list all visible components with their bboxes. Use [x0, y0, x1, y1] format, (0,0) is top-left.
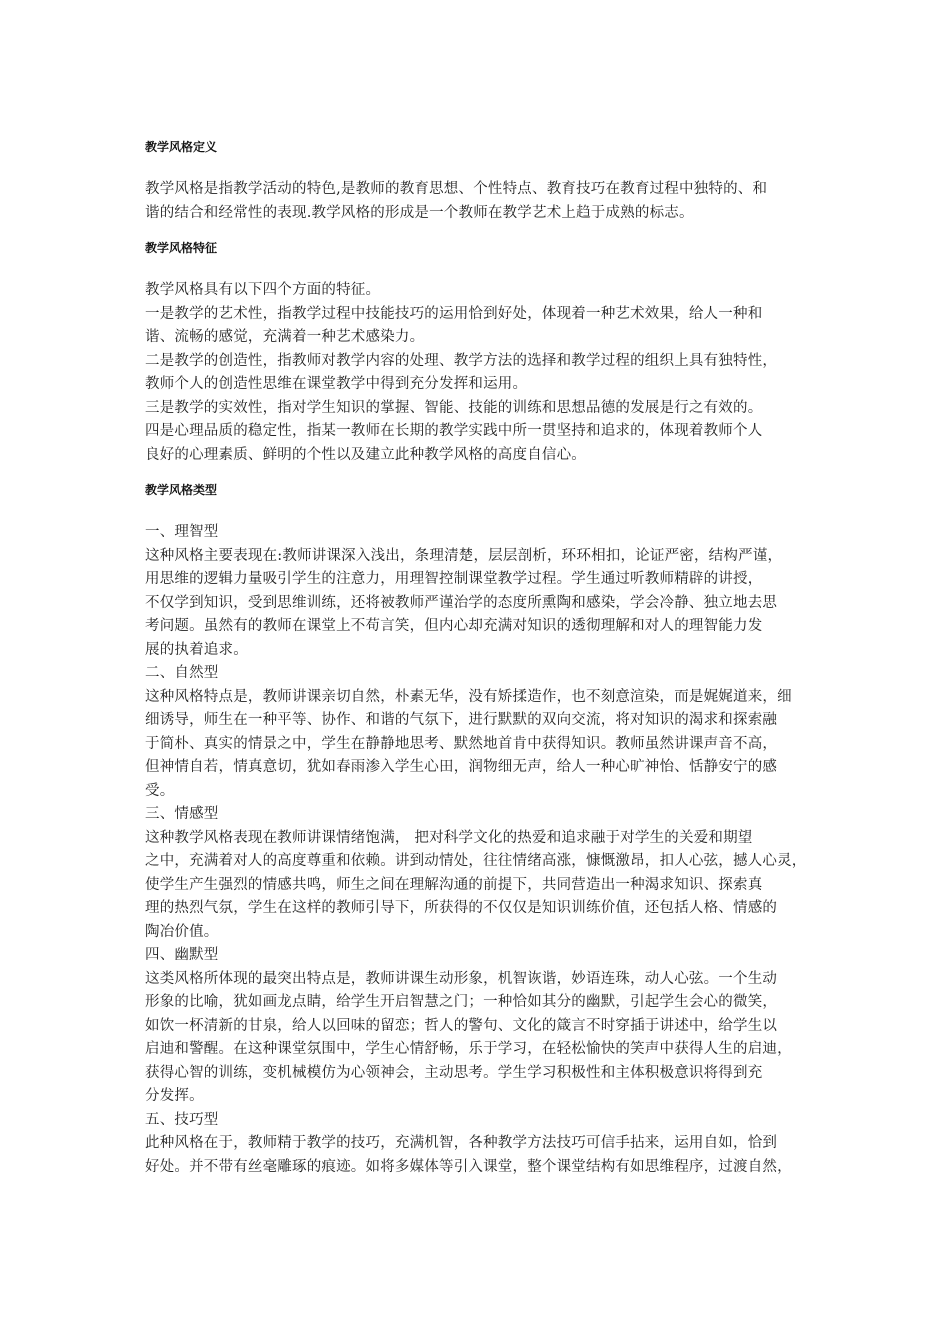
text-line: 谐、流畅的感觉，充满着一种艺术感染力。 — [145, 329, 425, 345]
text-line: 受。 — [145, 782, 175, 799]
section-heading-definition: 教学风格定义 — [145, 140, 218, 154]
text-line: 于简朴、真实的情景之中，学生在静静地思考、默然地首肯中获得知识。教师虽然讲课声音不高， — [145, 735, 778, 752]
text-line: 陶冶价值。 — [145, 923, 219, 940]
definition-paragraph — [145, 178, 825, 225]
text-line: 细诱导，师生在一种平等、协作、和谐的气氛下，进行默默的双向交流，将对知识的渴求和探索融 — [145, 712, 778, 728]
text-line: 获得心智的训练，变机械模仿为心领神会，主动思考。学生学习积极性和主体积极意识将得到充 — [145, 1064, 763, 1081]
text-line: 这类风格所体现的最突出特点是，教师讲课生动形象，机智诙谐，妙语连珠，动人心弦。一个生动 — [145, 970, 778, 987]
text-line: 之中，充满着对人的高度尊重和依赖。讲到动情处，往往情绪高涨，慷慨激昂，扣人心弦，撼人心灵， — [145, 853, 807, 869]
subheading-skillful: 五、技巧型 — [145, 1111, 219, 1128]
text-line: 启迪和警醒。在这种课堂氛围中，学生心情舒畅，乐于学习，在轻松愉快的笑声中获得人生的启迪， — [145, 1041, 792, 1057]
text-line: 四是心理品质的稳定性，指某一教师在长期的教学实践中所一贯坚持和追求的，体现着教师个人 — [145, 423, 763, 439]
text-line: 教学风格是指教学活动的特色,是教师的教育思想、个性特点、教育技巧在教育过程中独特的、和 — [145, 181, 768, 197]
text-line: 理的热烈气氛，学生在这样的教师引导下，所获得的不仅仅是知识训练价值，还包括人格、情感的 — [145, 900, 778, 916]
subheading-humorous: 四、幽默型 — [145, 947, 219, 963]
text-line: 一是教学的艺术性，指教学过程中技能技巧的运用恰到好处，体现着一种艺术效果，给人一种和 — [145, 305, 763, 322]
text-line: 这种教学风格表现在教师讲课情绪饱满， 把对科学文化的热爱和追求融于对学生的关爱和期望 — [145, 829, 753, 846]
text-line: 不仅学到知识，受到思维训练，还将被教师严谨治学的态度所熏陶和感染，学会冷静、独立地去思 — [145, 594, 778, 611]
subheading-emotional: 三、情感型 — [145, 806, 219, 822]
subheading-natural: 二、自然型 — [145, 665, 219, 681]
text-line: 教学风格具有以下四个方面的特征。 — [145, 282, 381, 298]
text-line: 谐的结合和经常性的表现.教学风格的形成是一个教师在教学艺术上趋于成熟的标志。 — [145, 204, 694, 221]
text-line: 考问题。虽然有的教师在课堂上不苟言笑，但内心却充满对知识的透彻理解和对人的理智能力发 — [145, 618, 763, 634]
text-line: 三是教学的实效性，指对学生知识的掌握、智能、技能的训练和思想品德的发展是行之有效的。 — [145, 399, 763, 416]
text-line: 此种风格在于，教师精于教学的技巧，充满机智，各种教学方法技巧可信手拈来，运用自如，恰到 — [145, 1135, 778, 1151]
document-page — [145, 138, 825, 1179]
text-line: 良好的心理素质、鲜明的个性以及建立此种教学风格的高度自信心。 — [145, 446, 586, 463]
text-line: 好处。并不带有丝毫雕琢的痕迹。如将多媒体等引入课堂，整个课堂结构有如思维程序，过渡自然， — [145, 1158, 792, 1175]
section-heading-characteristics: 教学风格特征 — [145, 241, 218, 255]
text-line: 使学生产生强烈的情感共鸣，师生之间在理解沟通的前提下，共同营造出一种渴求知识、探索真 — [145, 876, 763, 893]
text-line: 二是教学的创造性，指教师对教学内容的处理、教学方法的选择和教学过程的组织上具有独特性， — [145, 352, 778, 369]
text-line: 这种风格特点是，教师讲课亲切自然，朴素无华，没有矫揉造作，也不刻意渲染，而是娓娓道来，细 — [145, 688, 792, 705]
types-paragraph — [145, 521, 825, 1179]
subheading-rational: 一、理智型 — [145, 524, 219, 540]
text-line: 但神情自若，情真意切，犹如春雨渗入学生心田，润物细无声，给人一种心旷神怡、恬静安宁的感 — [145, 759, 778, 775]
text-line: 形象的比喻，犹如画龙点睛，给学生开启智慧之门；一种恰如其分的幽默，引起学生会心的微笑， — [145, 994, 778, 1010]
characteristics-paragraph — [145, 279, 825, 467]
text-line: 分发挥。 — [145, 1088, 204, 1104]
text-line: 教师个人的创造性思维在课堂教学中得到充分发挥和运用。 — [145, 376, 528, 392]
section-heading-types: 教学风格类型 — [145, 483, 218, 497]
text-line: 如饮一杯清新的甘泉，给人以回味的留恋；哲人的警句、文化的箴言不时穿插于讲述中，给学生以 — [145, 1017, 778, 1034]
text-line: 用思维的逻辑力量吸引学生的注意力，用理智控制课堂教学过程。学生通过听教师精辟的讲授， — [145, 571, 763, 587]
text-line: 这种风格主要表现在:教师讲课深入浅出，条理清楚，层层剖析，环环相扣，论证严密，结构严谨， — [145, 547, 783, 564]
text-line: 展的执着追求。 — [145, 641, 248, 658]
